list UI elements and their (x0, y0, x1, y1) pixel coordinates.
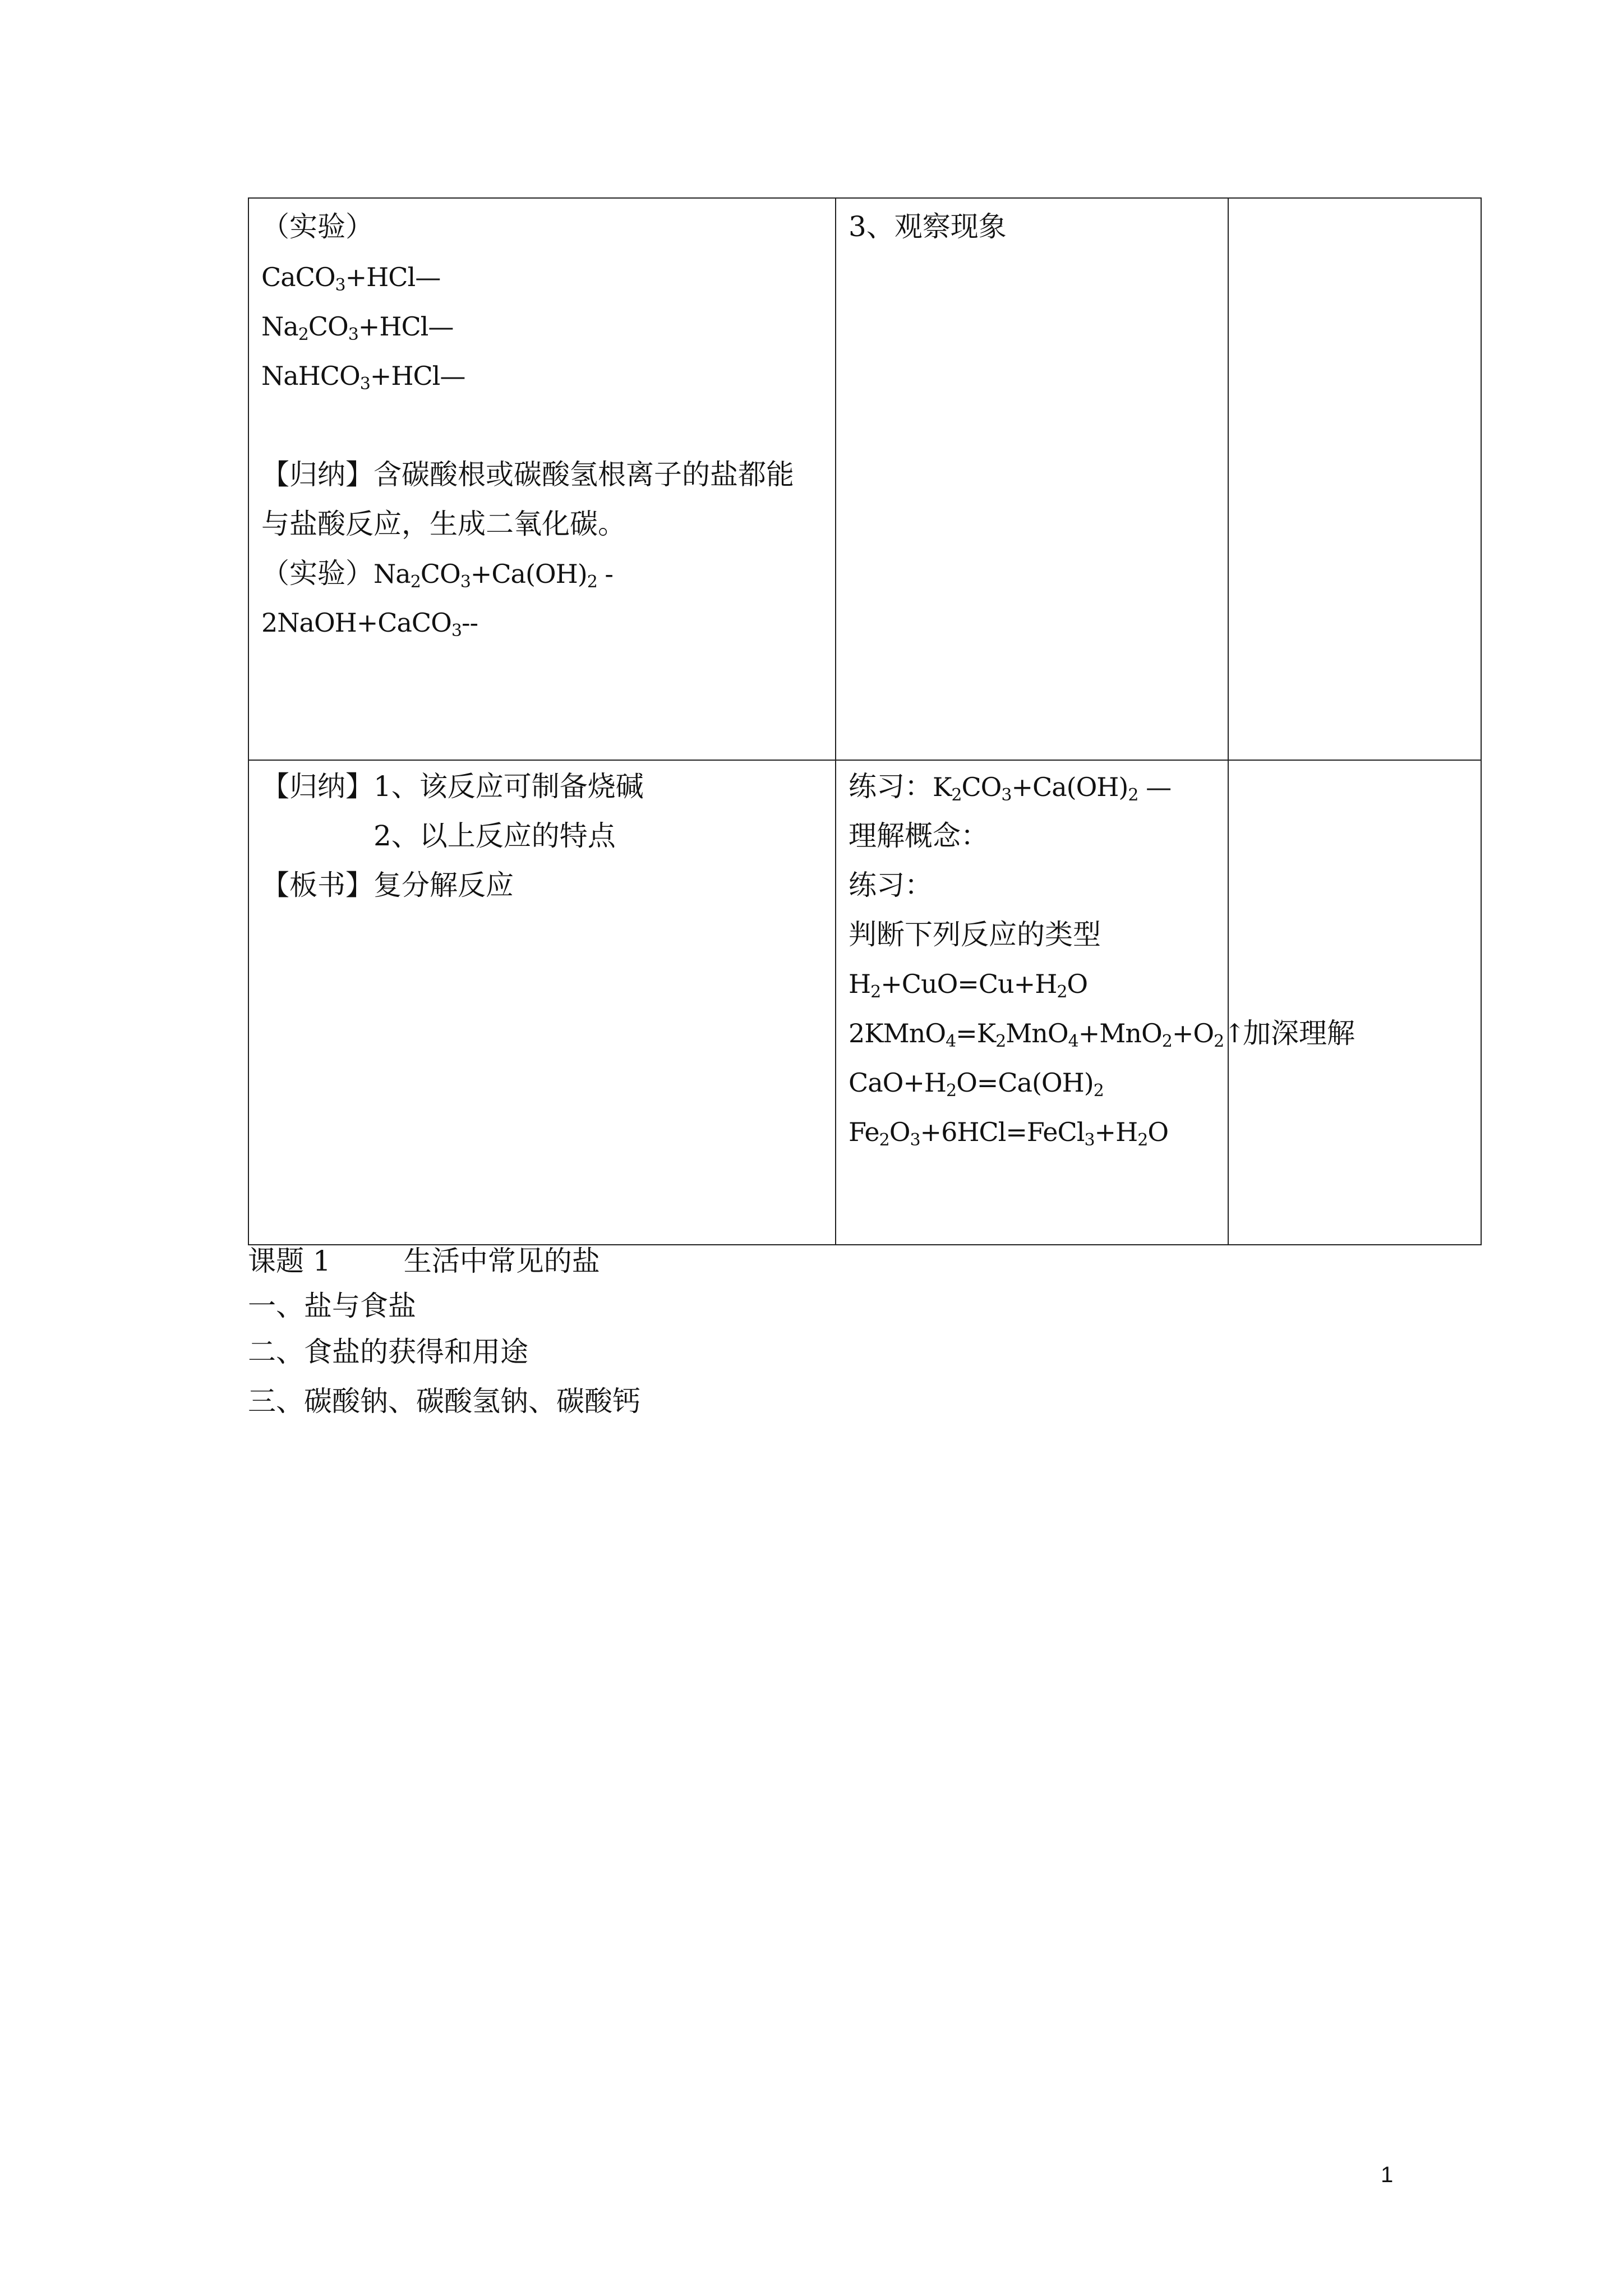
row2-intent-cell (1228, 761, 1480, 1245)
board-item-2: 二、食盐的获得和用途 (248, 1336, 528, 1368)
reaction-fe2o3-hcl: $Fe_2O_3+6HCl=FeCl_3+H_2O$ (849, 1117, 1169, 1150)
summary-reaction-features: 2、以上反应的特点 (374, 820, 616, 852)
reaction-kmno4: $2KMnO_4=K_2MnO_4+MnO_2+O_2↑$ (849, 1018, 1245, 1051)
observe-text: 3、观察现象 (849, 210, 1007, 243)
page-number: 1 (1381, 2162, 1394, 2187)
board-title (248, 1244, 600, 1278)
reaction-cao-h2o: $CaO+H_2O=Ca(OH)_2$ (849, 1068, 1104, 1101)
reaction-h2-cuo: $H_2+CuO=Cu+H_2O$ (849, 969, 1088, 1002)
row1-intent-cell (1228, 199, 1480, 760)
judge-reaction-type: 判断下列反应的类型 (849, 918, 1101, 951)
row2-student-cell (835, 761, 1245, 1245)
practice-k2co3: 练习：$K_2CO_3+Ca(OH)_2$ — (849, 770, 1172, 805)
lesson-table (248, 197, 1482, 1245)
summary-caustic-soda: 【归纳】1、该反应可制备烧碱 (261, 770, 644, 803)
experiment-label: （实验） (261, 210, 374, 243)
row1-teaching-cell (249, 199, 835, 760)
board-item-1: 一、盐与食盐 (248, 1290, 416, 1322)
practice-label: 练习： (849, 869, 933, 901)
understand-concept: 理解概念： (849, 820, 989, 852)
table-row-2 (249, 760, 1481, 1245)
board-title-text: 生活中常见的盐 (403, 1245, 600, 1277)
table-row-1 (249, 199, 1481, 760)
row1-student-cell (835, 199, 1228, 760)
experiment-naoh-caco3: 2NaOH+CaCO$_3$-- (261, 608, 478, 641)
board-item-3: 三、碳酸钠、碳酸氢钠、碳酸钙 (248, 1385, 640, 1418)
row2-teaching-cell (249, 761, 835, 1245)
experiment-na2co3-caoh2: （实验）$Na_2CO_3+Ca(OH)_2$ - (261, 557, 613, 592)
summary-carbonate-cont: 与盐酸反应，生成二氧化碳。 (261, 508, 626, 540)
deepen-understanding: 加深理解 (1243, 1017, 1355, 1050)
summary-carbonate: 【归纳】含碳酸根或碳酸氢根离子的盐都能 (261, 458, 794, 491)
equation-na2co3-hcl: $Na_2CO_3+HCl—$ (261, 311, 454, 344)
equation-nahco3-hcl: NaHCO$_3$+HCl— (261, 361, 465, 394)
board-title-number: 课题 1 (248, 1245, 331, 1277)
board-double-decomposition: 【板书】复分解反应 (261, 869, 514, 901)
equation-caco3-hcl: CaCO$_3$+HCl— (261, 262, 441, 295)
